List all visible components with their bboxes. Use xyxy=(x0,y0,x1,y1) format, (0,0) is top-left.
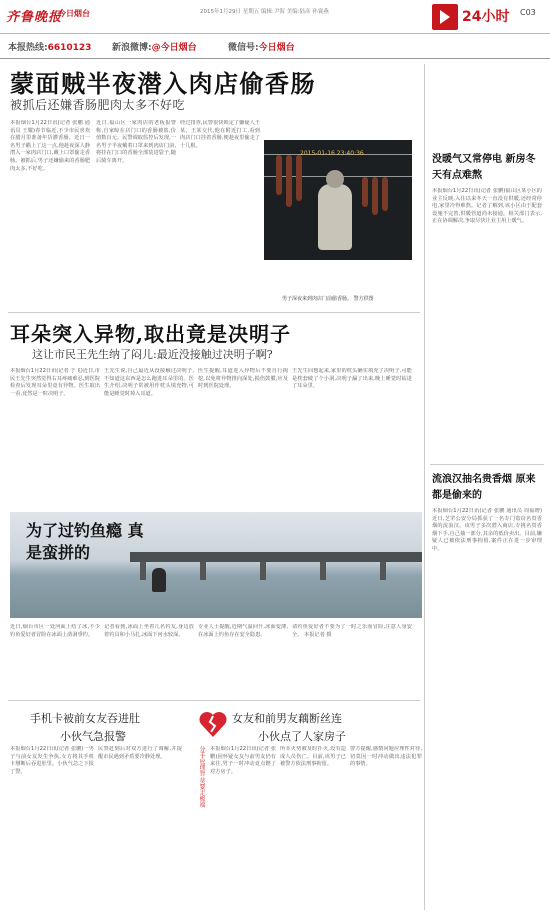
play-arrow-icon xyxy=(440,10,450,24)
story5-column: 警方提醒,感情问题应理性对待,切莫因一时冲动做出违法犯罪的事情。 xyxy=(350,746,422,768)
photo-caption: 男子深夜来到肉店门前偷香肠。 警方供图 xyxy=(282,296,374,302)
page-number: C03 xyxy=(520,8,536,17)
story1-column: 近日,福山区一家肉店的老板报警称,自家晾在店门口的香肠被盗,价值数百元。民警调取监控后发现,一名男子半夜戴着口罩来到肉店门前,将挂在门口的香肠全部装进袋子,随后骑车离开。 xyxy=(96,120,176,164)
photo-timestamp: 2015-01-16 23:40:36 xyxy=(300,150,364,157)
story5-column: 所幸火势被及时扑灭,没有造成人员伤亡。目前,该男子已被警方依法刑事拘留。 xyxy=(280,746,346,768)
story3-column: 请钓鱼爱好者不要为了一时之乐而冒险,注意人身安全。 本报记者 摄 xyxy=(292,624,412,638)
story1-photo xyxy=(264,140,412,260)
hotline: 本报热线:6610123 xyxy=(8,43,92,53)
story4-headline-line1: 手机卡被前女友吞进肚 xyxy=(30,712,140,725)
newspaper-logo: 齐鲁晚报 xyxy=(6,10,63,25)
story4-headline-line2: 小伙气急报警 xyxy=(60,730,126,743)
wechat: 微信号:今日烟台 xyxy=(228,43,295,53)
right-story-a-body: 本报烟台1月22日讯(记者 张鹏)福山区某小区的业主反映,入住以来冬天一直没有供暖,还经常停电,家里冷得难熬。记者了解到,该小区由于配套设施不完善,供暖管道尚未接通。相关部门表示,正在协调解决,争取尽快让业主用上暖气。 xyxy=(432,188,542,225)
divider xyxy=(0,58,550,59)
story5-headline-line2: 小伙点了人家房子 xyxy=(258,730,346,743)
bridge-deck xyxy=(130,552,422,562)
story1-column: 本报烟台1月22日讯(记者 张鹏 通讯员 王耀)春节临近,不少市民喜欢在腊月里准备年货灌香肠。近日一名男子瞄上了这一点,他趁夜深人静潜入一家肉店门口,戴上口罩偷走香肠。被抓后,男子还嫌偷来的香肠肥肉太多,不好吃。 xyxy=(10,120,90,172)
right-story-a-headline: 没暖气又常停电 新房冬天有点难熬 xyxy=(432,154,536,181)
story3-column: 专业人士提醒,近期气温回升,冰面变薄,在冰面上钓鱼存在安全隐患。 xyxy=(198,624,288,638)
divider xyxy=(8,312,420,313)
story2-headline: 耳朵突入异物,取出竟是决明子 xyxy=(10,322,291,346)
column-divider xyxy=(424,64,425,910)
right-story-b-headline: 流浪汉抽名贵香烟 原来都是偷来的 xyxy=(432,474,536,501)
broken-heart-icon xyxy=(198,710,228,738)
story3-column: 记者看到,冰面上坐着几名钓友,身边放着钓具和小马扎,冰面下河水较深。 xyxy=(104,624,194,638)
story2-subheadline: 这让市民王先生纳了闷儿:最近没接触过决明子啊? xyxy=(32,348,273,361)
story3-headline: 为了过钓鱼瘾 真是蛮拼的 xyxy=(26,521,144,562)
story3-column: 近日,烟台市区一处河面上结了冰,不少钓鱼爱好者冒险在冰面上凿洞垂钓。 xyxy=(10,624,100,638)
section-title: 24小时 xyxy=(462,9,510,25)
weibo: 新浪微博:@今日烟台 xyxy=(112,43,197,53)
story4-column: 民警赶到后对双方进行了调解,并提醒市民遇到矛盾要冷静处理。 xyxy=(98,746,182,760)
story5-headline-line1: 女友和前男友藕断丝连 xyxy=(232,712,342,725)
editorial-vertical-note: 分手应理智 莫要走极端 xyxy=(198,746,205,808)
angler-figure xyxy=(152,568,166,592)
story4-column: 本报烟台1月22日讯(记者 张鹏)一男子与前女友发生争执,女方将其手机卡掰断后吞进肚里。小伙气急之下报了警。 xyxy=(10,746,94,775)
story2-column: 王先生说,自己最近从没接触过决明子,不知道这东西是怎么跑进耳朵里的。医生介绍,决明子常被用作枕头填充物,可能是睡觉时掉入耳道。 xyxy=(104,368,194,397)
suspect-figure xyxy=(318,184,352,250)
divider xyxy=(430,464,544,465)
story2-column: 医生提醒,耳道进入异物后不要自行掏挖,以免将异物推向深处,损伤鼓膜,应及时到医院处理。 xyxy=(198,368,288,390)
newspaper-edition-name: 今日烟台 xyxy=(58,9,90,18)
story2-column: 王先生回想起来,家里的枕头确实填充了决明子,可能是枕套破了个小洞,决明子漏了出来,晚上睡觉时钻进了耳朵里。 xyxy=(292,368,412,390)
story1-column: 经过排查,民警很快锁定了嫌疑人王某。王某交代,他在附近打工,看到肉店门口挂着香肠,便趁夜里偷走了十几根。 xyxy=(180,120,260,149)
story5-column: 本报烟台1月22日讯(记者 张鹏)因怀疑女友与前男友仍有来往,男子一时冲动竟点燃了对方房子。 xyxy=(210,746,276,775)
story1-headline: 蒙面贼半夜潜入肉店偷香肠 xyxy=(10,69,316,98)
story2-column: 本报烟台1月22日讯(记者 于飞)近日,市民王先生突然觉得右耳疼痛难忍,到医院检查后发现耳朵里竟有异物。医生取出一看,竟然是一粒决明子。 xyxy=(10,368,100,397)
edition-info: 2015年1月29日 星期五 编辑:尹海 美编:陆彦 孙寰燕 xyxy=(200,9,329,15)
right-story-b-body: 本报烟台1月22日讯(记者 张鹏 通讯员 周福增)近日,芝罘公安分局抓获了一名专门盗窃名贵香烟的流浪汉。该男子多次潜入商店,专挑名贵香烟下手,自己抽一部分,其余的低价卖出。目前,嫌疑人已被依法刑事拘留,案件正在进一步审理中。 xyxy=(432,508,542,552)
divider xyxy=(8,700,420,701)
story1-subheadline: 被抓后还嫌香肠肥肉太多不好吃 xyxy=(10,98,186,112)
